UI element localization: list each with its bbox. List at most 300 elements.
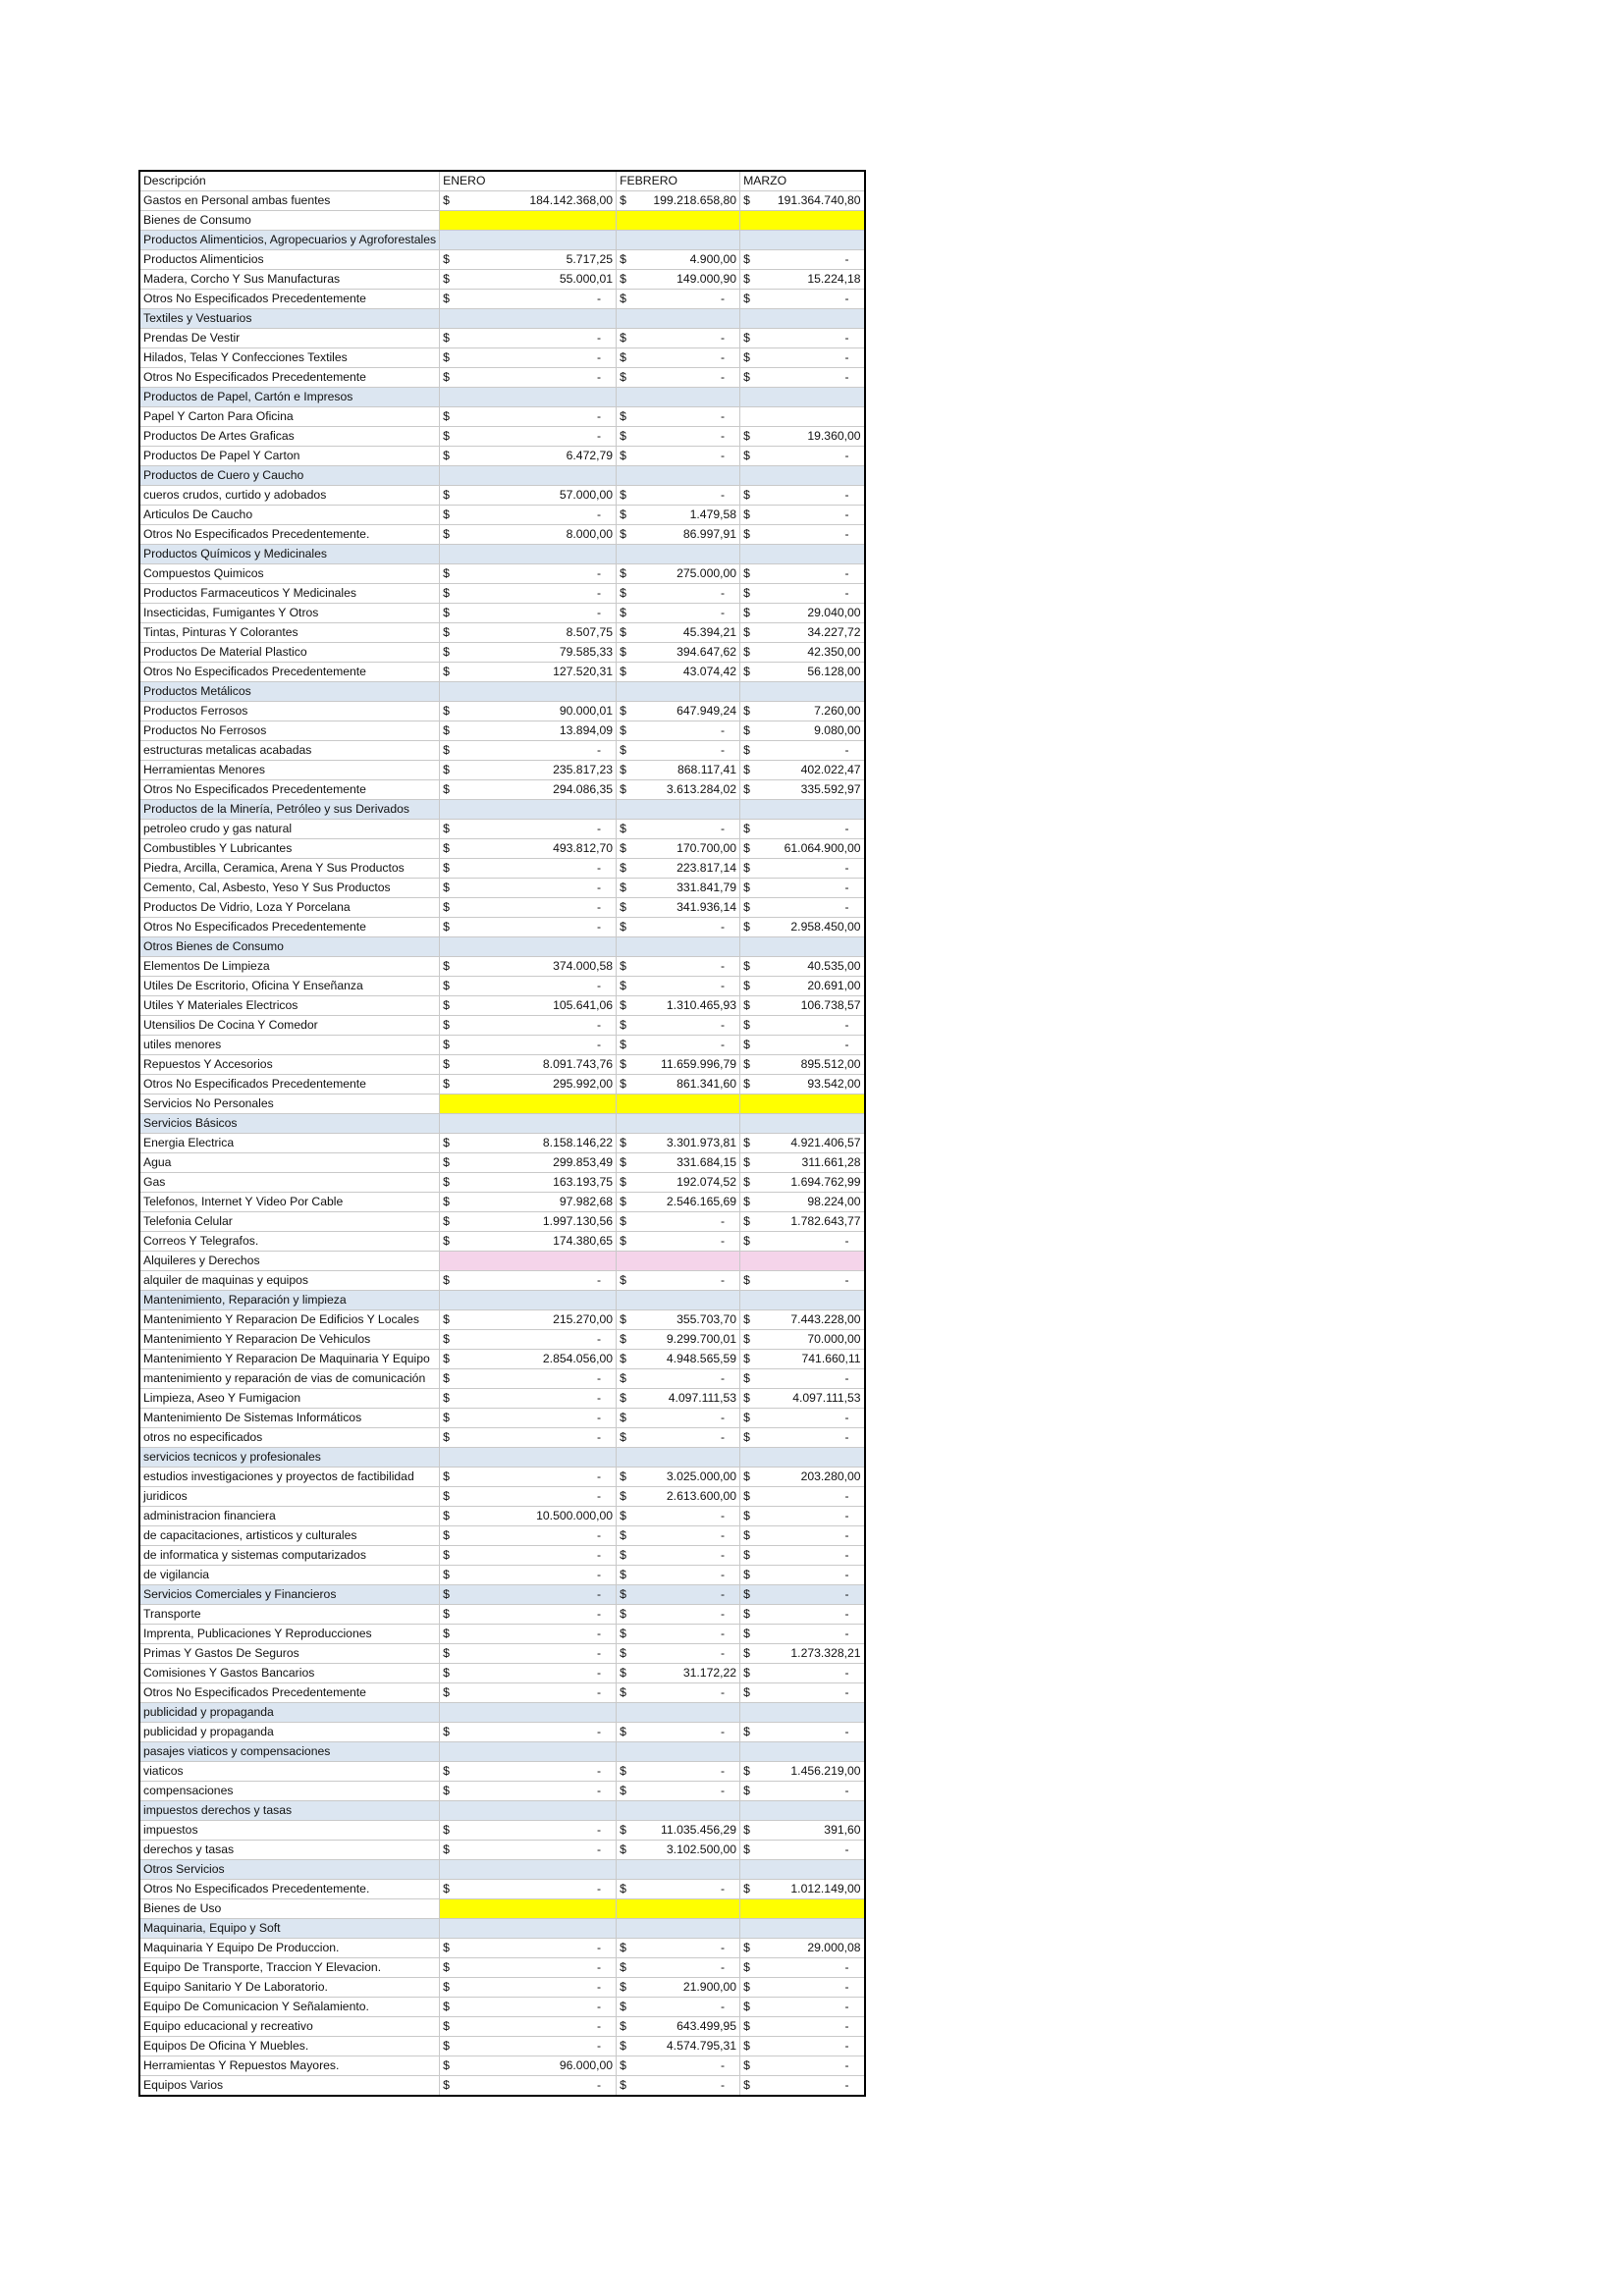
row-label: Mantenimiento De Sistemas Informáticos [139,1409,440,1428]
enero-cell [440,1919,617,1939]
row-label: Otros No Especificados Precedentemente. [139,1880,440,1899]
money-value [743,1350,861,1368]
amount: - [597,743,602,757]
row-label: Productos de Cuero y Caucho [139,466,440,486]
febrero-cell [617,1605,740,1625]
money-value [620,1016,736,1035]
enero-cell [440,1546,617,1566]
amount: - [721,1038,726,1051]
money-value [743,761,861,779]
enero-cell [440,663,617,682]
marzo-cell [740,290,865,309]
currency-symbol: $ [620,1528,626,1542]
row-label: Equipo educacional y recreativo [139,2017,440,2037]
table-row [139,1998,865,2017]
febrero-cell [617,348,740,368]
table-row [139,957,865,977]
money-value [443,604,613,622]
section-row [139,309,865,329]
amount: 741.660,11 [801,1352,861,1365]
currency-symbol: $ [620,193,626,207]
enero-cell [440,1114,617,1134]
table-row [139,1487,865,1507]
table-row [139,1978,865,1998]
money-value [620,663,736,681]
febrero-cell [617,2017,740,2037]
marzo-cell [740,1389,865,1409]
marzo-cell [740,368,865,388]
febrero-cell [617,1742,740,1762]
amount: - [597,1960,602,1974]
row-label: viaticos [139,1762,440,1782]
section-row [139,800,865,820]
money-value [443,702,613,721]
currency-symbol: $ [443,1980,450,1994]
enero-cell [440,1212,617,1232]
table-row [139,486,865,506]
febrero-cell [617,1369,740,1389]
amount: 9.299.700,01 [666,1332,737,1346]
row-label: servicios tecnicos y profesionales [139,1448,440,1468]
money-value [443,1526,613,1545]
currency-symbol: $ [743,1568,750,1581]
enero-cell [440,447,617,466]
currency-symbol: $ [743,252,750,266]
amount: 191.364.740,80 [777,193,861,207]
currency-symbol: $ [443,1018,450,1032]
table-row [139,1389,865,1409]
marzo-cell [740,1075,865,1095]
amount: 96.000,00 [559,2058,614,2072]
marzo-cell [740,1664,865,1683]
febrero-cell [617,879,740,898]
enero-cell [440,898,617,918]
currency-symbol: $ [743,1666,750,1680]
currency-symbol: $ [443,841,450,855]
money-value [620,1546,736,1565]
febrero-cell [617,721,740,741]
currency-symbol: $ [443,1607,450,1621]
amount: - [844,527,849,541]
amount: - [597,350,602,364]
money-value [620,957,736,976]
table-row [139,1723,865,1742]
row-label: impuestos derechos y tasas [139,1801,440,1821]
currency-symbol: $ [443,1430,450,1444]
currency-symbol: $ [620,292,626,305]
row-label: Mantenimiento, Reparación y limpieza [139,1291,440,1310]
amount: - [721,1214,726,1228]
enero-cell [440,1978,617,1998]
marzo-cell [740,1350,865,1369]
currency-symbol: $ [743,920,750,934]
amount: - [597,331,602,345]
money-value [443,1585,613,1604]
currency-symbol: $ [743,566,750,580]
marzo-cell [740,1310,865,1330]
money-value [743,1939,861,1957]
febrero-cell [617,1919,740,1939]
febrero-cell [617,290,740,309]
amount: 1.273.328,21 [790,1646,861,1660]
row-label: Telefonos, Internet Y Video Por Cable [139,1193,440,1212]
amount: - [721,1882,726,1896]
currency-symbol: $ [620,1842,626,1856]
money-value [743,918,861,936]
money-value [620,1173,736,1192]
amount: - [721,1018,726,1032]
money-value [620,918,736,936]
currency-symbol: $ [443,979,450,992]
amount: - [721,1430,726,1444]
money-value [620,1998,736,2016]
money-value [743,1330,861,1349]
febrero-cell [617,918,740,937]
amount: 203.280,00 [800,1469,861,1483]
currency-symbol: $ [620,1430,626,1444]
table-row [139,506,865,525]
row-label: Mantenimiento Y Reparacion De Edificios Y Locales [139,1310,440,1330]
table-row [139,2076,865,2097]
money-value [443,721,613,740]
money-value [443,623,613,642]
currency-symbol: $ [743,1411,750,1424]
amount: - [597,920,602,934]
enero-cell [440,2017,617,2037]
currency-symbol: $ [743,1234,750,1248]
amount: 97.982,68 [559,1195,614,1208]
money-value [620,1153,736,1172]
currency-symbol: $ [443,920,450,934]
amount: 868.117,41 [677,763,737,776]
amount: 106.738,57 [800,998,861,1012]
febrero-cell [617,191,740,211]
currency-symbol: $ [620,488,626,502]
currency-symbol: $ [620,1136,626,1149]
table-row [139,1036,865,1055]
money-value [743,1310,861,1329]
amount: - [597,1018,602,1032]
table-row [139,447,865,466]
table-row [139,1683,865,1703]
row-label: estructuras metalicas acabadas [139,741,440,761]
row-label: Bienes de Consumo [139,211,440,231]
enero-cell [440,564,617,584]
amount: - [597,1941,602,1954]
row-label: mantenimiento y reparación de vias de comunicación [139,1369,440,1389]
row-label: otros no especificados [139,1428,440,1448]
table-row [139,1841,865,1860]
amount: 2.613.600,00 [666,1489,737,1503]
amount: - [597,1764,602,1778]
money-value [743,486,861,505]
currency-symbol: $ [443,527,450,541]
row-label: compensaciones [139,1782,440,1801]
marzo-cell [740,348,865,368]
amount: - [844,861,849,875]
currency-symbol: $ [443,2039,450,2053]
amount: - [721,2000,726,2013]
febrero-cell [617,1271,740,1291]
money-value [620,1428,736,1447]
currency-symbol: $ [443,782,450,796]
table-row [139,1782,865,1801]
currency-symbol: $ [743,979,750,992]
row-label: Papel Y Carton Para Oficina [139,407,440,427]
money-value [620,348,736,367]
marzo-cell [740,996,865,1016]
table-row [139,1271,865,1291]
amount: - [721,1587,726,1601]
row-label: impuestos [139,1821,440,1841]
currency-symbol: $ [443,1960,450,1974]
amount: 4.948.565,59 [666,1352,737,1365]
money-value [443,1173,613,1192]
currency-symbol: $ [620,763,626,776]
enero-cell [440,977,617,996]
currency-symbol: $ [743,2039,750,2053]
money-value [743,1193,861,1211]
money-value [743,1075,861,1094]
currency-symbol: $ [743,841,750,855]
currency-symbol: $ [620,1057,626,1071]
febrero-cell [617,1821,740,1841]
currency-symbol: $ [620,723,626,737]
enero-cell [440,1664,617,1683]
amount: - [721,1548,726,1562]
enero-cell [440,1369,617,1389]
table-row [139,820,865,839]
amount: - [844,370,849,384]
row-label: Alquileres y Derechos [139,1252,440,1271]
amount: 299.853,49 [553,1155,614,1169]
amount: 149.000,90 [677,272,737,286]
table-row [139,1526,865,1546]
money-value [443,663,613,681]
money-value [620,447,736,465]
enero-cell [440,1841,617,1860]
amount: - [844,1548,849,1562]
money-value [743,1566,861,1584]
row-label: pasajes viaticos y compensaciones [139,1742,440,1762]
marzo-cell [740,1173,865,1193]
money-value [620,1310,736,1329]
money-value [620,1762,736,1781]
currency-symbol: $ [443,1627,450,1640]
currency-symbol: $ [743,900,750,914]
enero-cell [440,1723,617,1742]
money-value [743,447,861,465]
enero-cell [440,1742,617,1762]
money-value [443,1958,613,1977]
currency-symbol: $ [743,2078,750,2092]
currency-symbol: $ [743,1528,750,1542]
section-row [139,1919,865,1939]
money-value [443,447,613,465]
money-value [620,1350,736,1368]
currency-symbol: $ [620,861,626,875]
amount: 275.000,00 [677,566,737,580]
currency-symbol: $ [620,1784,626,1797]
enero-cell [440,721,617,741]
febrero-cell [617,643,740,663]
febrero-cell [617,1134,740,1153]
amount: 335.592,97 [800,782,861,796]
table-row [139,1821,865,1841]
currency-symbol: $ [443,2000,450,2013]
money-value [443,2037,613,2056]
money-value [620,977,736,995]
amount: - [721,920,726,934]
money-value [443,427,613,446]
amount: - [844,566,849,580]
money-value [743,2076,861,2095]
enero-cell [440,1409,617,1428]
currency-symbol: $ [620,1489,626,1503]
money-value [443,879,613,897]
money-value [620,1585,736,1604]
money-value [620,1232,736,1251]
money-value [443,1683,613,1702]
row-label: Herramientas Y Repuestos Mayores. [139,2056,440,2076]
row-label: Utiles Y Materiales Electricos [139,996,440,1016]
row-label: Combustibles Y Lubricantes [139,839,440,859]
amount: 374.000,58 [553,959,614,973]
amount: 493.812,70 [553,841,614,855]
febrero-cell [617,1212,740,1232]
table-row [139,1212,865,1232]
amount: 79.585,33 [559,645,614,659]
currency-symbol: $ [743,861,750,875]
header-enero: ENERO [440,171,617,191]
money-value [443,761,613,779]
row-label: Productos Metálicos [139,682,440,702]
currency-symbol: $ [743,998,750,1012]
money-value [443,290,613,308]
section-row [139,1095,865,1114]
currency-symbol: $ [743,782,750,796]
money-value [443,506,613,524]
amount: 895.512,00 [800,1057,861,1071]
money-value [620,702,736,721]
currency-symbol: $ [443,449,450,462]
amount: 1.782.643,77 [790,1214,861,1228]
currency-symbol: $ [443,1175,450,1189]
marzo-cell [740,761,865,780]
febrero-cell [617,1389,740,1409]
money-value [743,604,861,622]
currency-symbol: $ [620,1371,626,1385]
amount: - [597,1489,602,1503]
table-row [139,564,865,584]
table-row [139,1958,865,1978]
table-row [139,1644,865,1664]
section-row [139,388,865,407]
money-value [620,1271,736,1290]
currency-symbol: $ [620,606,626,619]
enero-cell [440,1271,617,1291]
marzo-cell [740,1585,865,1605]
row-label: Servicios Básicos [139,1114,440,1134]
currency-symbol: $ [443,2019,450,2033]
currency-symbol: $ [443,1548,450,1562]
section-row [139,1899,865,1919]
currency-symbol: $ [443,1646,450,1660]
amount: - [597,1038,602,1051]
currency-symbol: $ [443,625,450,639]
currency-symbol: $ [443,1214,450,1228]
marzo-cell [740,191,865,211]
amount: - [721,1941,726,1954]
febrero-cell [617,1566,740,1585]
money-value [743,250,861,269]
febrero-cell [617,702,740,721]
currency-symbol: $ [443,645,450,659]
amount: - [844,1371,849,1385]
currency-symbol: $ [443,586,450,600]
amount: 3.613.284,02 [666,782,737,796]
enero-cell [440,1448,617,1468]
currency-symbol: $ [620,566,626,580]
enero-cell [440,1958,617,1978]
table-row [139,898,865,918]
row-label: juridicos [139,1487,440,1507]
marzo-cell [740,1448,865,1468]
febrero-cell [617,1683,740,1703]
currency-symbol: $ [743,1352,750,1365]
currency-symbol: $ [443,1136,450,1149]
money-value [620,643,736,662]
currency-symbol: $ [620,1960,626,1974]
amount: - [844,1842,849,1856]
enero-cell [440,957,617,977]
money-value [620,879,736,897]
currency-symbol: $ [443,900,450,914]
enero-cell [440,368,617,388]
enero-cell [440,211,617,231]
table-row [139,250,865,270]
amount: - [597,979,602,992]
money-value [743,741,861,760]
marzo-cell [740,682,865,702]
money-value [743,1271,861,1290]
row-label: Otros No Especificados Precedentemente. [139,525,440,545]
amount: - [597,2039,602,2053]
amount: - [597,606,602,619]
currency-symbol: $ [620,1155,626,1169]
money-value [743,1468,861,1486]
money-value [743,1625,861,1643]
currency-symbol: $ [443,566,450,580]
row-label: Maquinaria Y Equipo De Produccion. [139,1939,440,1958]
money-value [443,1605,613,1624]
febrero-cell [617,937,740,957]
enero-cell [440,1153,617,1173]
enero-cell [440,1330,617,1350]
amount: 34.227,72 [807,625,861,639]
row-label: Gas [139,1173,440,1193]
currency-symbol: $ [743,1607,750,1621]
table-row [139,604,865,623]
enero-cell [440,1487,617,1507]
money-value [743,1958,861,1977]
febrero-cell [617,1448,740,1468]
currency-symbol: $ [743,586,750,600]
marzo-cell [740,447,865,466]
amount: - [597,1842,602,1856]
amount: - [844,2000,849,2013]
currency-symbol: $ [443,1077,450,1091]
